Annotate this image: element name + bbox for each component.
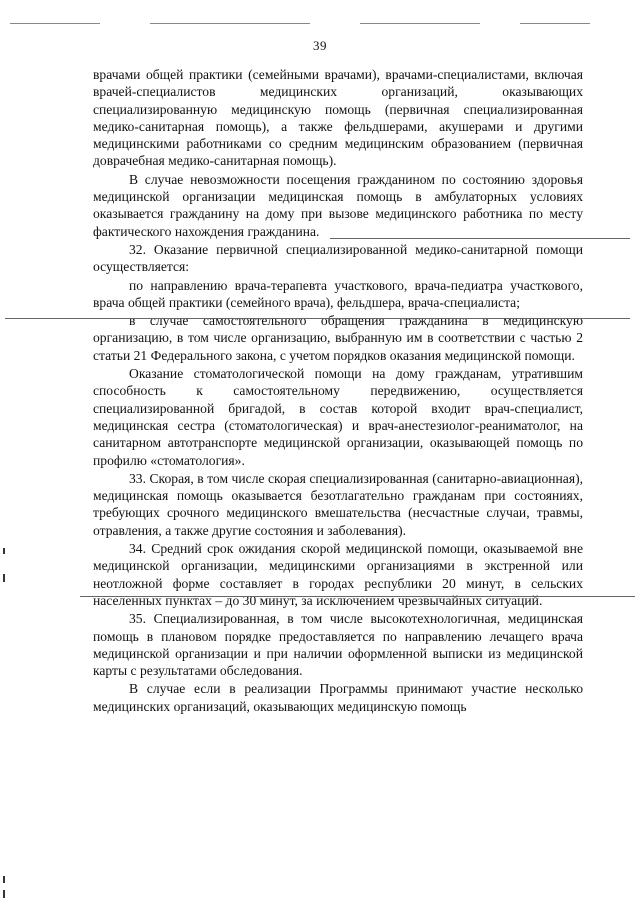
scan-edge-mark: [3, 548, 5, 554]
scan-edge-mark: [3, 876, 5, 883]
paragraph: 33. Скорая, в том числе скорая специализированная (санитарно-авиационная), медицинская помощь оказывается безотлагательно гражданам при состояниях, требующих срочного медицинского вмешательства (несчастные случаи, травмы, отравления, а также другие состояния и заболевания).: [93, 470, 583, 538]
page-number: 39: [313, 38, 327, 53]
scan-artifact-line: [330, 238, 630, 239]
scan-artifact-line: [150, 23, 310, 24]
scan-artifact-line: [520, 23, 590, 24]
paragraph: В случае невозможности посещения гражданином по состоянию здоровья медицинской организации медицинская помощь в амбулаторных условиях оказывается гражданину на дому при вызове медицинского работника по месту фактического нахождения гражданина.: [93, 171, 583, 239]
body-text: [93, 66, 583, 716]
paragraph: 35. Специализированная, в том числе высокотехнологичная, медицинская помощь в плановом порядке предоставляется по направлению лечащего врача медицинской организации и при наличии оформленной выписки из медицинской карты с результатами обследования.: [93, 611, 583, 679]
scan-artifact-line: [80, 596, 635, 597]
paragraph: в случае самостоятельного обращения гражданина в медицинскую организацию, в том числе организацию, выбранную им в соответствии с частью 2 статьи 21 Федерального закона, с учетом порядков оказания медицинской помощи.: [93, 313, 583, 363]
paragraph: по направлению врача-терапевта участкового, врача-педиатра участкового, врача общей практики (семейного врача), фельдшера, врача-специалиста;: [93, 277, 583, 310]
scan-artifact-line: [10, 23, 100, 24]
paragraph: В случае если в реализации Программы принимают участие несколько медицинских организаций, оказывающих медицинскую помощь: [93, 681, 583, 714]
scan-edge-mark: [3, 574, 5, 582]
scan-artifact-line: [5, 318, 630, 319]
paragraph: врачами общей практики (семейными врачами), врачами-специалистами, включая врачей-специалистов медицинских организаций, оказывающих специализированную медицинскую помощь (первичная специализированная медико-санитарная помощь), а также фельдшерами, акушерами и другими медицинскими работниками со средним медицинским образованием (первичная доврачебная медико-санитарная помощь).: [93, 67, 583, 169]
scan-edge-mark: [3, 890, 5, 898]
paragraph: Оказание стоматологической помощи на дому гражданам, утратившим способность к самостоятельному передвижению, осуществляется специализированной бригадой, в состав которой входит врач-специалист, медицинская сестра (стоматологическая) и врач-анестезиолог-реаниматолог, на санитарном автотранспорте медицинской организации, оказывающей помощь по профилю «стоматология».: [93, 366, 583, 468]
paragraph: 32. Оказание первичной специализированной медико-санитарной помощи осуществляется:: [93, 241, 583, 275]
paragraph: 34. Средний срок ожидания скорой медицинской помощи, оказываемой вне медицинской организации, медицинскими организациями в экстренной или неотложной форме составляет в городах республики 20 минут, в сельских населенных пунктах – до 30 минут, за исключением чрезвычайных ситуаций.: [93, 541, 583, 608]
scan-artifact-line: [360, 23, 480, 24]
